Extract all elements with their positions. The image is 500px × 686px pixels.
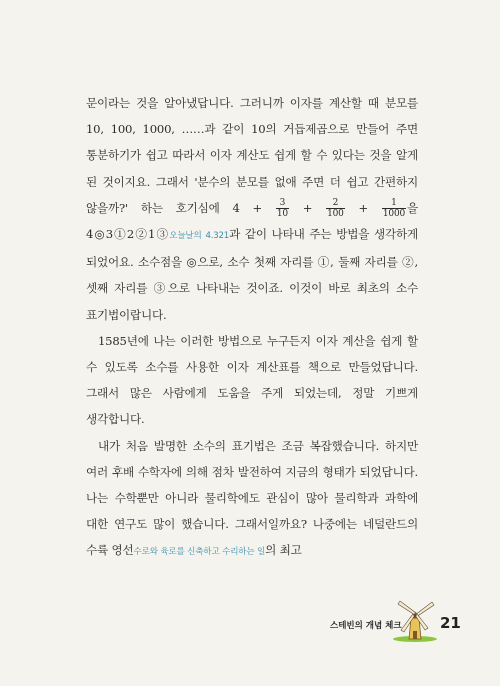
fraction-denominator: 1000 [382, 209, 405, 220]
windmill-icon [390, 596, 440, 642]
body-text [86, 90, 418, 566]
paragraph-1-text-b: 을 4◎3①2②1③ [86, 200, 418, 242]
page-number: 21 [440, 614, 461, 632]
plus-sign: + [289, 200, 326, 215]
paragraph-3-text-b: 의 최고 [265, 543, 302, 558]
fraction-numerator: 1 [382, 198, 406, 209]
inline-note-4321: 오늘날의 4.321 [169, 231, 230, 242]
paragraph-1 [86, 90, 418, 328]
page-footer [330, 596, 470, 642]
paragraph-3 [86, 433, 418, 566]
fraction-2-100 [326, 198, 345, 219]
fraction-denominator: 10 [276, 209, 288, 220]
fraction-numerator: 3 [276, 198, 289, 209]
footer-label: 스테빈의 개념 체크 [330, 621, 402, 631]
inline-note-definition: 수로와 육로를 신축하고 수리하는 일 [133, 547, 266, 558]
fraction-denominator: 100 [327, 209, 344, 220]
paragraph-3-text-a: 내가 처음 발명한 소수의 표기법은 조금 복잡했습니다. 하지만 여러 후배 수학자에 의해 점차 발전하여 지금의 형태가 되었답니다. 나는 수학뿐만 아니라 물리학에도 관심이 많아 물리학과 과학에 대한 연구도 많이 했습니다. 그래서일까요? 나중에는 네덜란드의 수륙 영선 [86, 438, 418, 558]
fraction-3-10 [276, 198, 289, 219]
fraction-numerator: 2 [326, 198, 345, 209]
paragraph-1-text-a: 문이라는 것을 알아냈답니다. 그러니까 이자를 계산할 때 분모를 10, 100, 1000, ……과 같이 10의 거듭제곱으로 만들어 주면 통분하기가 쉽고 따라서 이자 계산도 쉽게 할 수 있다는 것을 알게 된 것이지요. 그래서 '분수의 분모를 없애 주면 더 쉽고 간편하지 않을까?' 하는 호기심에 4 + [86, 96, 418, 215]
plus-sign: + [345, 200, 381, 215]
paragraph-2: 1585년에 나는 이러한 방법으로 누구든지 이자 계산을 쉽게 할 수 있도록 소수를 사용한 이자 계산표를 책으로 만들었답니다. 그래서 많은 사람에게 도움을 주게 되었는데, 정말 기쁘게 생각합니다. [86, 333, 418, 427]
fraction-1-1000 [382, 198, 406, 219]
paragraph-1-text-c: 과 같이 나타내 주는 방법을 생각하게 되었어요. 소수점을 ◎으로, 소수 첫째 자리를 ①, 둘째 자리를 ②, 셋째 자리를 ③으로 나타내는 것이죠. 이것이 바로 최초의 소수 표기법이랍니다. [86, 227, 418, 322]
